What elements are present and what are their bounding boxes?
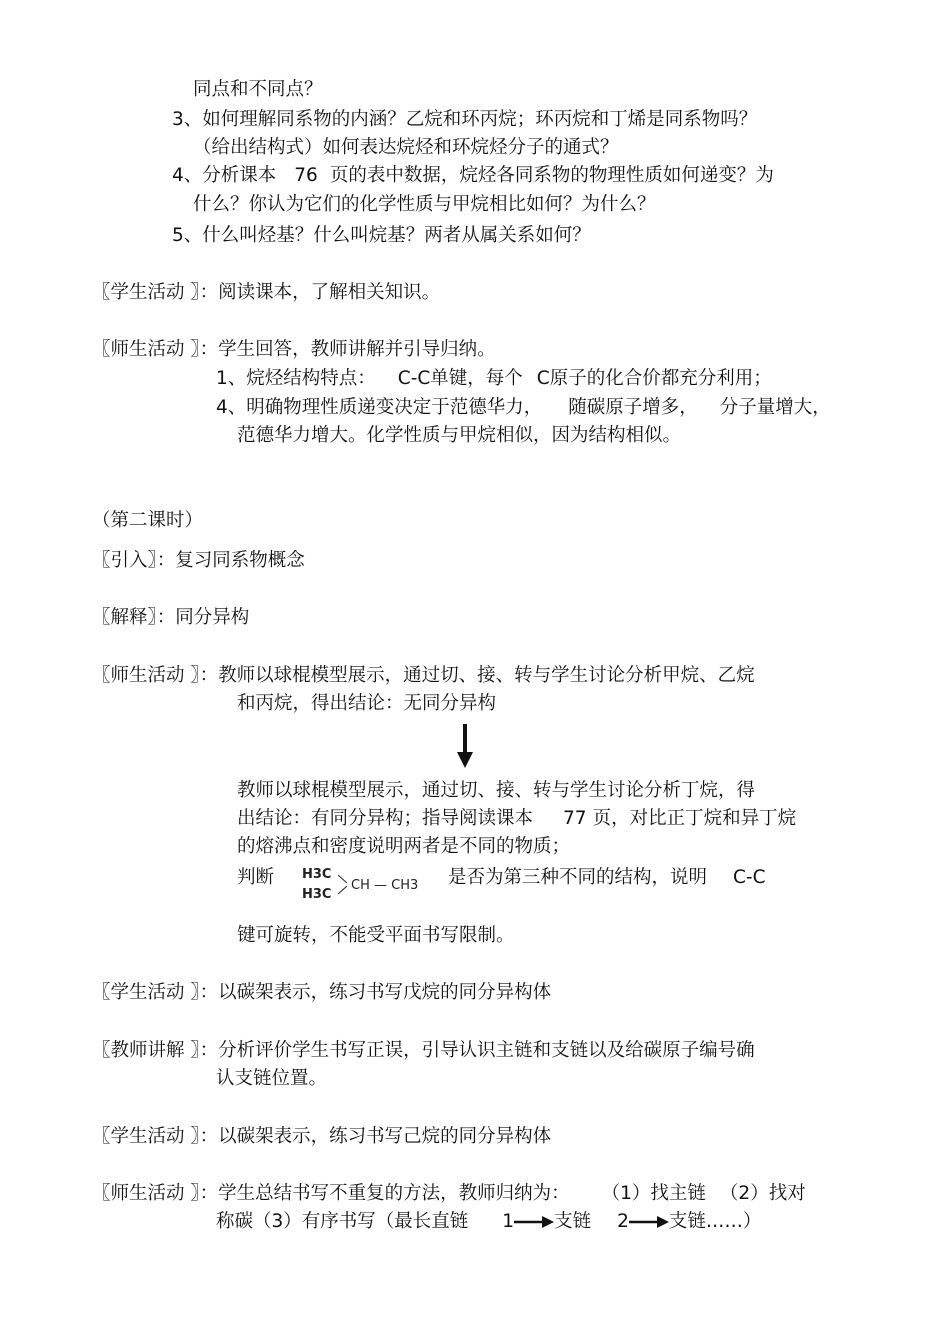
student-activity-2: 〖学生活动 〗：以碳架表示，练习书写戊烷的同分异构体 (92, 982, 552, 1003)
branch-label-2: 支链……） (668, 1211, 762, 1232)
question-4-text-a: 4、分析课本 (172, 165, 277, 186)
step-2: （2）找对 (719, 1183, 806, 1204)
page-number-77: 77 (563, 808, 587, 829)
ts3-line-2 (216, 1210, 761, 1234)
point-4-a: 4、明确物理性质递变决定于范德华力， (216, 397, 543, 418)
branch-count-2: 2 (617, 1211, 629, 1232)
ts2-line-4 (237, 807, 796, 831)
step-1: （1）找主链 (601, 1183, 706, 1204)
introduction: 〖引入〗：复习同系物概念 (92, 550, 305, 571)
formula-right: CH — CH3 (351, 878, 419, 893)
teacher-student-activity-1: 〖师生活动 〗：学生回答，教师讲解并引导归纳。 (92, 339, 496, 360)
ts2-line-4-b: 页，对比正丁烷和异丁烷 (592, 808, 797, 829)
branch-count-1: 1 (502, 1211, 515, 1232)
point-1-b: C-C单键，每个 (397, 368, 523, 389)
point-4-c: 分子量增大， (719, 397, 831, 418)
ts2-line-7: 键可旋转，不能受平面书写限制。 (237, 925, 515, 946)
point-4-b: 随碳原子增多， (568, 397, 698, 418)
ts2-line-5: 的熔沸点和密度说明两者是不同的物质； (237, 836, 571, 857)
teacher-student-activity-2: 〖师生活动 〗：教师以球棍模型展示，通过切、接、转与学生讨论分析甲烷、乙烷 (92, 665, 755, 686)
question-5: 5、什么叫烃基？什么叫烷基？两者从属关系如何？ (172, 225, 591, 246)
point-1 (216, 367, 772, 391)
branch-label-1: 支链 (554, 1211, 592, 1232)
ts3-line-2-a: 称碳（3）有序书写（最长直链 (216, 1211, 469, 1232)
page-number-76: 76 (294, 165, 318, 186)
point-1-a: 1、烷烃结构特点： (216, 368, 376, 389)
teacher-student-activity-3 (92, 1182, 806, 1206)
question-continuation: 同点和不同点？ (193, 79, 323, 100)
right-arrow-icon (629, 1215, 669, 1229)
isobutane-structure (300, 864, 440, 904)
ts2-line-3: 教师以球棍模型展示，通过切、接、转与学生讨论分析丁烷，得 (237, 780, 756, 801)
formula-top: H3C (302, 867, 332, 882)
question-4-line-2: 什么？你认为它们的化学性质与甲烷相比如何？为什么？ (193, 194, 656, 215)
down-arrow-icon (455, 724, 475, 768)
ts2-line-6-a: 判断 (237, 867, 275, 888)
question-3-line-1: 3、如何理解同系物的内涵？乙烷和环丙烷；环丙烷和丁烯是同系物吗？ (172, 109, 758, 130)
point-4 (216, 396, 831, 420)
ts3-line-1-a: 〖师生活动 〗：学生总结书写不重复的方法，教师归纳为： (92, 1183, 570, 1204)
question-4-line-1 (172, 164, 774, 188)
question-3-line-2: （给出结构式）如何表达烷烃和环烷烃分子的通式？ (193, 137, 619, 158)
point-4-continuation: 范德华力增大。化学性质与甲烷相似，因为结构相似。 (237, 425, 682, 446)
teacher-lecture-line-2: 认支链位置。 (216, 1068, 328, 1089)
student-activity-1: 〖学生活动 〗：阅读课本，了解相关知识。 (92, 282, 441, 303)
formula-bottom: H3C (302, 887, 332, 902)
c-c-bond: C-C (733, 867, 766, 888)
student-activity-3: 〖学生活动 〗：以碳架表示，练习书写己烷的同分异构体 (92, 1126, 552, 1147)
question-4-text-b: 页的表中数据，烷烃各同系物的物理性质如何递变？为 (329, 165, 774, 186)
ts2-line-6-text: 是否为第三种不同的结构，说明 (448, 867, 708, 888)
ts2-line-6-b (448, 866, 766, 890)
explanation: 〖解释〗：同分异构 (92, 607, 250, 628)
ts2-line-4-a: 出结论：有同分异构；指导阅读课本 (237, 808, 534, 829)
right-arrow-icon (514, 1215, 554, 1229)
point-1-c: C原子的化合价都充分利用； (536, 368, 772, 389)
ts2-line-2: 和丙烷，得出结论：无同分异构 (237, 693, 497, 714)
lesson-2-heading: （第二课时） (92, 510, 204, 531)
teacher-lecture: 〖教师讲解 〗：分析评价学生书写正误，引导认识主链和支链以及给碳原子编号确 (92, 1040, 755, 1061)
